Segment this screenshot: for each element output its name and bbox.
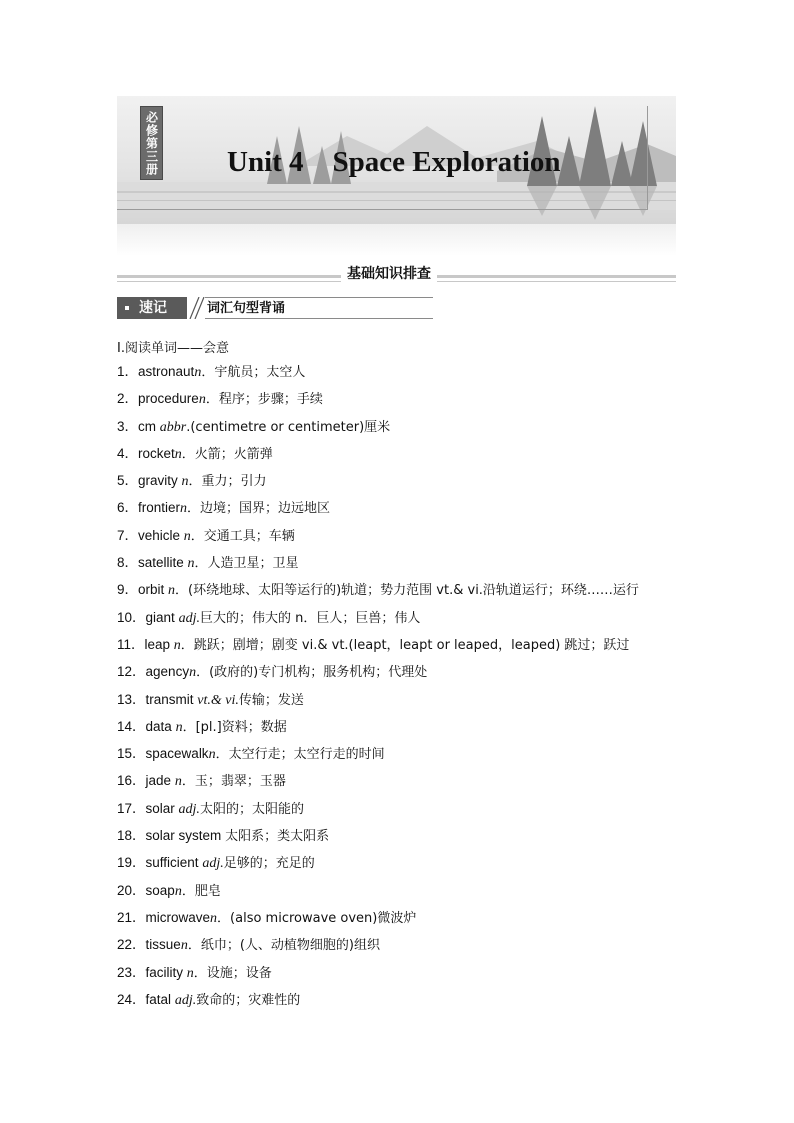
- list-item: 18．solar system 太阳系；类太阳系: [117, 828, 330, 845]
- tab-label: 速记: [139, 300, 167, 316]
- banner-shadow: [117, 224, 676, 256]
- unit-banner: [117, 96, 676, 224]
- list-item: 11．leap n．跳跃；剧增；剧变 vi.& vt.(leapt，leapt or leaped，leaped) 跳过；跃过: [117, 636, 630, 653]
- tab-title: 词汇句型背诵: [205, 297, 433, 319]
- list-item: 5．gravity n．重力；引力: [117, 473, 267, 490]
- banner-frame-line: [117, 209, 648, 210]
- list-item: 20．soapn．肥皂: [117, 882, 221, 899]
- list-item: 1．astronautn．宇航员；太空人: [117, 364, 306, 380]
- list-item: 4．rocketn．火箭；火箭弹: [117, 445, 273, 462]
- list-item: 24．fatal adj.致命的；灾难性的: [117, 991, 301, 1008]
- banner-frame-line: [647, 106, 648, 210]
- list-item: 2．proceduren．程序；步骤；手续: [117, 391, 323, 408]
- list-item: 21．microwaven．(also microwave oven)微波炉: [117, 909, 417, 926]
- list-item: 13．transmit vt.& vi.传输；发送: [117, 691, 304, 708]
- list-item: 10．giant adj.巨大的；伟大的 n．巨人；巨兽；伟人: [117, 609, 421, 626]
- list-item: 9．orbit n．(环绕地球、太阳等运行的)轨道；势力范围 vt.& vi.沿轨道运行；环绕……运行: [117, 582, 639, 599]
- unit-title: Unit 4 Space Exploration: [227, 146, 561, 178]
- list-item: 7．vehicle n．交通工具；车辆: [117, 527, 295, 544]
- quick-memo-tab: [117, 297, 437, 321]
- book-volume-tag: 必修第三册: [140, 106, 163, 180]
- list-item: 19．sufficient adj.足够的；充足的: [117, 855, 315, 872]
- tab-label-box: [117, 297, 187, 319]
- list-item: 6．frontiern．边境；国界；边远地区: [117, 500, 331, 517]
- list-item: 22．tissuen．纸巾；(人、动植物细胞的)组织: [117, 937, 380, 954]
- list-item: 8．satellite n．人造卫星；卫星: [117, 555, 299, 572]
- list-item: 23．facility n．设施；设备: [117, 964, 272, 981]
- list-item: 17．solar adj.太阳的；太阳能的: [117, 800, 304, 817]
- square-bullet-icon: [125, 306, 129, 310]
- list-item: 12．agencyn．(政府的)专门机构；服务机构；代理处: [117, 664, 428, 681]
- list-item: 14．data n．[pl.]资料；数据: [117, 718, 287, 735]
- vocabulary-list: [117, 362, 639, 1017]
- section-header: [117, 265, 676, 283]
- list-item: 3．cm abbr.(centimetre or centimeter)厘米: [117, 418, 391, 435]
- section-title: 基础知识排查: [341, 265, 437, 283]
- list-item: 16．jade n．玉；翡翠；玉器: [117, 773, 286, 790]
- list-item: 15．spacewalkn．太空行走；太空行走的时间: [117, 746, 385, 763]
- slash-divider-icon: [187, 297, 205, 319]
- subsection-heading: Ⅰ.阅读单词——会意: [117, 341, 229, 356]
